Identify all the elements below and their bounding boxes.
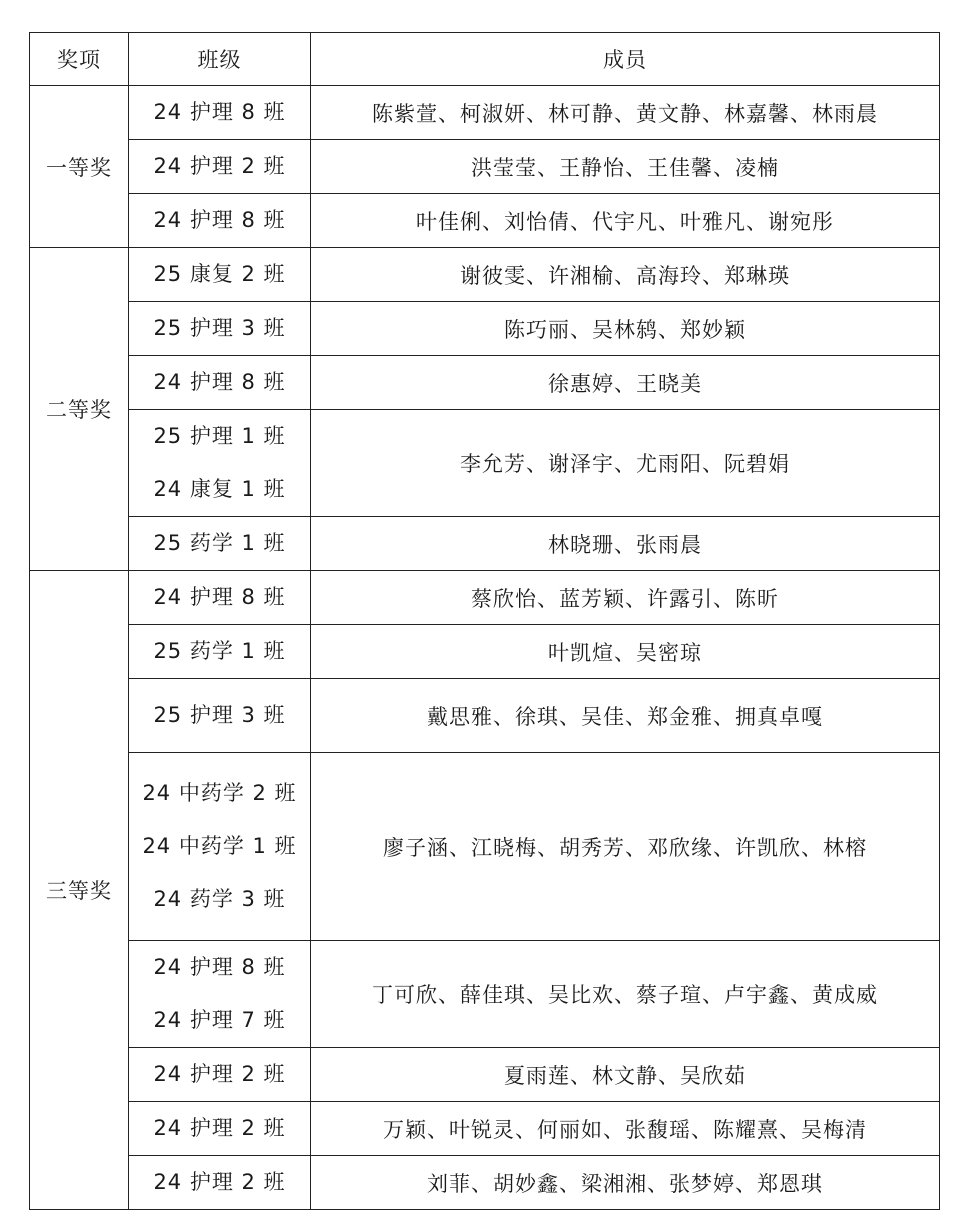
table-row	[30, 571, 940, 625]
members-cell: 戴思雅、徐琪、吴佳、郑金雅、拥真卓嘎	[311, 679, 940, 753]
table-row	[30, 248, 940, 302]
class-name: 24 康复 1 班	[153, 477, 286, 501]
class-cell	[129, 1156, 311, 1210]
members-cell: 叶佳俐、刘怡倩、代宇凡、叶雅凡、谢宛彤	[311, 194, 940, 248]
class-cell	[129, 248, 311, 302]
class-name: 24 护理 2 班	[153, 1170, 286, 1194]
class-name: 24 护理 2 班	[153, 154, 286, 178]
table-row	[30, 517, 940, 571]
class-cell	[129, 1048, 311, 1102]
class-cell	[129, 1102, 311, 1156]
class-name: 24 中药学 1 班	[142, 834, 297, 858]
members-cell: 林晓珊、张雨晨	[311, 517, 940, 571]
class-name: 25 康复 2 班	[153, 262, 286, 286]
class-cell	[129, 86, 311, 140]
award-cell: 一等奖	[30, 86, 129, 248]
table-row	[30, 1048, 940, 1102]
class-cell	[129, 302, 311, 356]
members-cell: 丁可欣、薛佳琪、吴比欢、蔡子瑄、卢宇鑫、黄成威	[311, 941, 940, 1048]
header-row	[30, 33, 940, 86]
members-cell: 万颖、叶锐灵、何丽如、张馥瑶、陈耀熹、吴梅清	[311, 1102, 940, 1156]
table-row	[30, 679, 940, 753]
table-row	[30, 356, 940, 410]
members-cell: 刘菲、胡妙鑫、梁湘湘、张梦婷、郑恩琪	[311, 1156, 940, 1210]
header-members: 成员	[311, 33, 940, 86]
members-cell: 徐惠婷、王晓美	[311, 356, 940, 410]
table-row	[30, 625, 940, 679]
class-cell	[129, 625, 311, 679]
table-row	[30, 194, 940, 248]
class-cell	[129, 140, 311, 194]
class-cell	[129, 679, 311, 753]
award-cell: 三等奖	[30, 571, 129, 1210]
class-cell	[129, 356, 311, 410]
members-cell: 夏雨莲、林文静、吴欣茹	[311, 1048, 940, 1102]
class-name: 24 护理 8 班	[153, 370, 286, 394]
header-class: 班级	[129, 33, 311, 86]
table-row	[30, 941, 940, 1048]
class-name: 24 药学 3 班	[153, 887, 286, 911]
members-cell: 洪莹莹、王静怡、王佳馨、凌楠	[311, 140, 940, 194]
class-name: 24 护理 8 班	[153, 955, 286, 979]
class-name: 25 护理 3 班	[153, 703, 286, 727]
class-name: 24 护理 8 班	[153, 208, 286, 232]
class-name: 25 药学 1 班	[153, 531, 286, 555]
table-row	[30, 410, 940, 517]
members-cell: 蔡欣怡、蓝芳颖、许露引、陈昕	[311, 571, 940, 625]
class-name: 25 护理 1 班	[153, 424, 286, 448]
class-name: 25 护理 3 班	[153, 316, 286, 340]
class-name: 24 护理 2 班	[153, 1116, 286, 1140]
table-body	[30, 86, 940, 1210]
table-row	[30, 86, 940, 140]
class-name: 24 护理 2 班	[153, 1062, 286, 1086]
class-cell	[129, 410, 311, 517]
class-cell	[129, 571, 311, 625]
members-cell: 叶凯煊、吴密琼	[311, 625, 940, 679]
members-cell: 谢彼雯、许湘榆、高海玲、郑琳瑛	[311, 248, 940, 302]
members-cell: 廖子涵、江晓梅、胡秀芳、邓欣缘、许凯欣、林榕	[311, 753, 940, 941]
class-cell	[129, 941, 311, 1048]
class-cell	[129, 194, 311, 248]
class-name: 24 护理 7 班	[153, 1008, 286, 1032]
table-row	[30, 1102, 940, 1156]
members-cell: 陈紫萱、柯淑妍、林可静、黄文静、林嘉馨、林雨晨	[311, 86, 940, 140]
members-cell: 陈巧丽、吴林鸫、郑妙颖	[311, 302, 940, 356]
class-cell	[129, 517, 311, 571]
header-award: 奖项	[30, 33, 129, 86]
award-cell: 二等奖	[30, 248, 129, 571]
class-name: 24 中药学 2 班	[142, 781, 297, 805]
table-row	[30, 1156, 940, 1210]
table-row	[30, 753, 940, 941]
table-row	[30, 302, 940, 356]
awards-table	[29, 32, 940, 1210]
members-cell: 李允芳、谢泽宇、尤雨阳、阮碧娟	[311, 410, 940, 517]
class-cell	[129, 753, 311, 941]
class-name: 24 护理 8 班	[153, 585, 286, 609]
table-row	[30, 140, 940, 194]
class-name: 24 护理 8 班	[153, 100, 286, 124]
class-name: 25 药学 1 班	[153, 639, 286, 663]
